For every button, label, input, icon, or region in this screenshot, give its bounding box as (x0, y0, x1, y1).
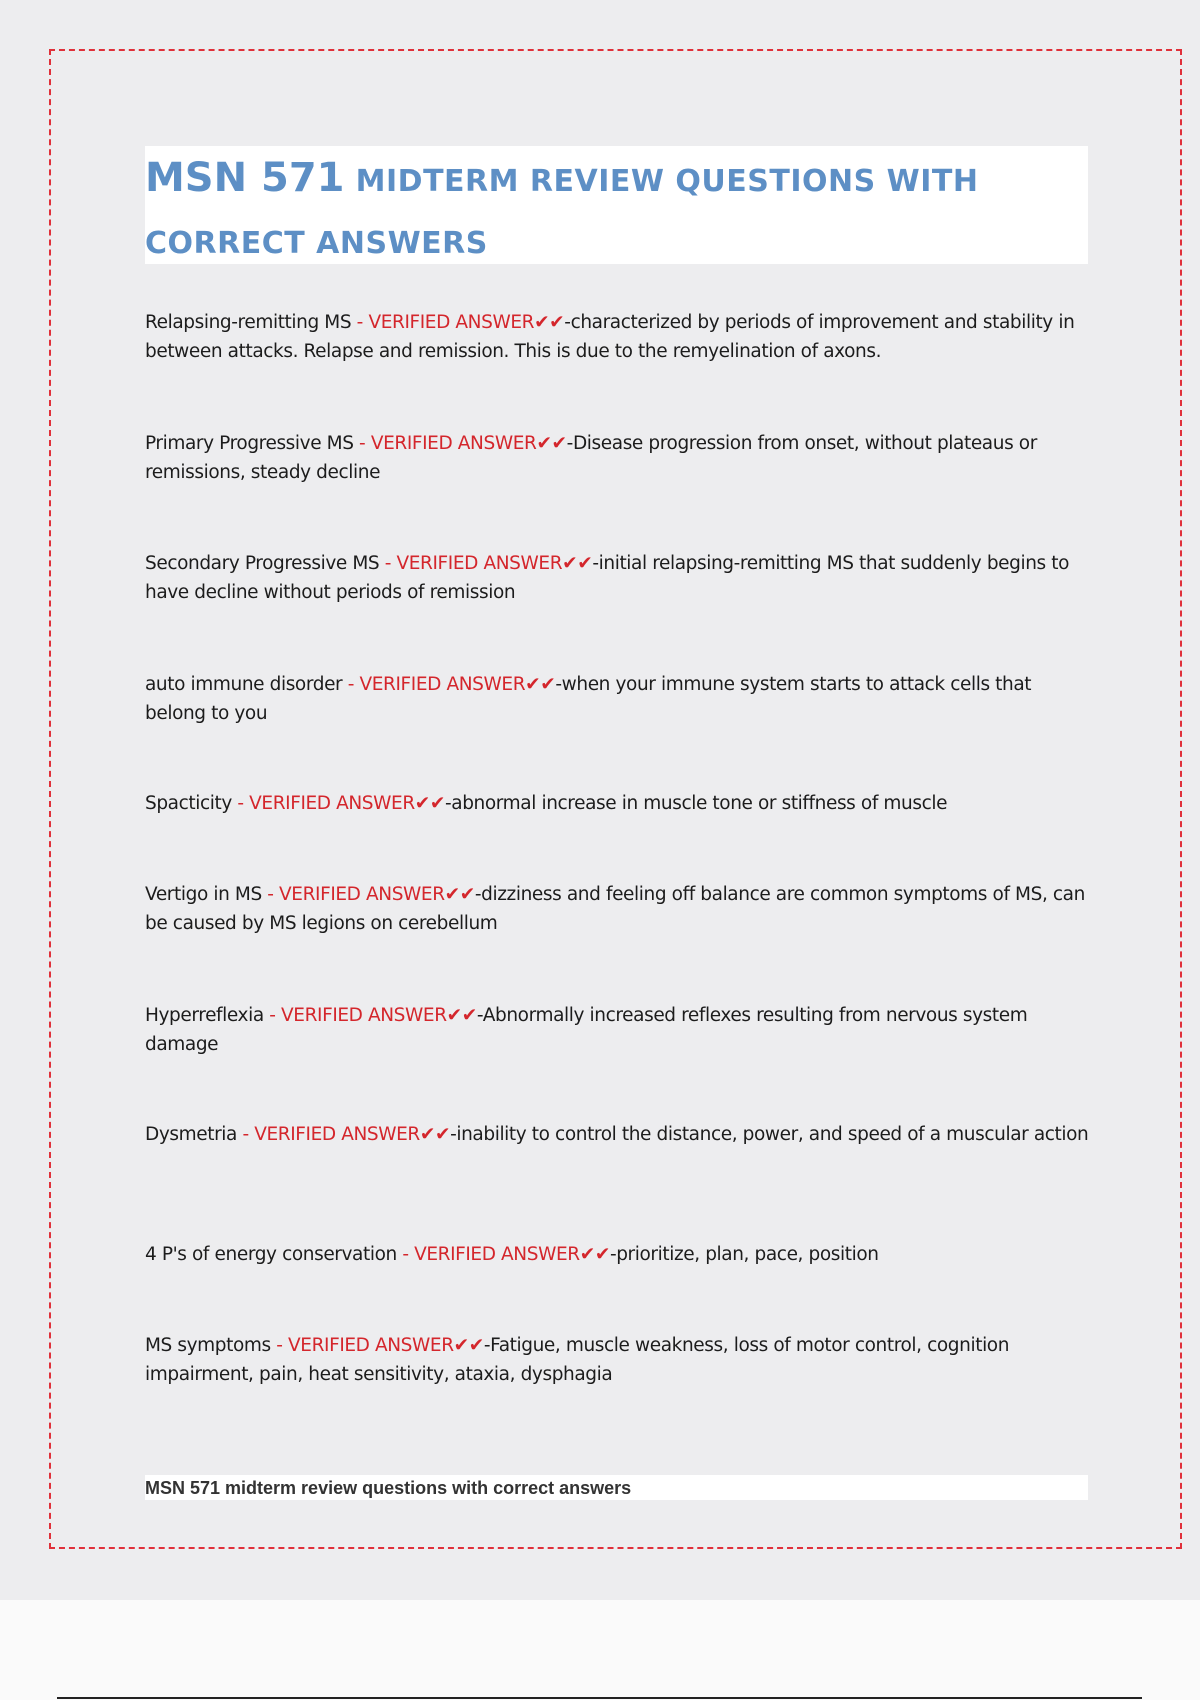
qa-term: Hyperreflexia (145, 1005, 264, 1026)
verified-tag: - VERIFIED ANSWER✔✔ (231, 793, 445, 814)
verified-tag: - VERIFIED ANSWER✔✔ (261, 884, 475, 905)
qa-answer: -Fatigue, muscle weakness, loss of motor control, cognition impairment, pain, heat sensitivity, ataxia, dysphagia (145, 1335, 1010, 1385)
qa-term: Relapsing-remitting MS (145, 312, 352, 333)
qa-answer: -inability to control the distance, power, and speed of a muscular action (450, 1124, 1089, 1145)
page-footer: MSN 571 midterm review questions with correct answers (145, 1478, 632, 1498)
qa-item (145, 1001, 1090, 1059)
verified-tag: - VERIFIED ANSWER✔✔ (351, 312, 565, 333)
next-page-rule (57, 1697, 1142, 1699)
verified-tag: - VERIFIED ANSWER✔✔ (379, 553, 593, 574)
document-title (145, 148, 1045, 274)
qa-item (145, 1120, 1090, 1149)
qa-item (145, 1240, 1090, 1269)
qa-term: Dysmetria (145, 1124, 237, 1145)
qa-answer: -when your immune system starts to attack cells that belong to you (145, 674, 1032, 724)
qa-term: auto immune disorder (145, 674, 343, 695)
qa-term: Vertigo in MS (145, 884, 262, 905)
verified-tag: - VERIFIED ANSWER✔✔ (396, 1244, 610, 1265)
qa-answer: -Disease progression from onset, without plateaus or remissions, steady decline (145, 433, 1037, 483)
qa-item (145, 670, 1090, 728)
qa-term: Primary Progressive MS (145, 433, 354, 454)
verified-tag: - VERIFIED ANSWER✔✔ (263, 1005, 477, 1026)
verified-tag: - VERIFIED ANSWER✔✔ (270, 1335, 484, 1356)
qa-term: Secondary Progressive MS (145, 553, 380, 574)
qa-item (145, 789, 1090, 818)
qa-answer: -Abnormally increased reflexes resulting from nervous system damage (145, 1005, 1028, 1055)
qa-term: Spacticity (145, 793, 232, 814)
qa-answer: -prioritize, plan, pace, position (609, 1244, 879, 1265)
qa-item (145, 429, 1090, 487)
qa-answer: -abnormal increase in muscle tone or stiffness of muscle (445, 793, 948, 814)
qa-answer: -initial relapsing-remitting MS that suddenly begins to have decline without periods of remission (145, 553, 1070, 603)
qa-item (145, 308, 1090, 366)
qa-item (145, 880, 1090, 938)
title-lead: MSN 571 (145, 155, 345, 201)
qa-item (145, 1331, 1090, 1389)
qa-term: MS symptoms (145, 1335, 271, 1356)
verified-tag: - VERIFIED ANSWER✔✔ (342, 674, 556, 695)
qa-answer: -characterized by periods of improvement and stability in between attacks. Relapse and remission. This is due to the remyelination of axons. (145, 312, 1075, 362)
verified-tag: - VERIFIED ANSWER✔✔ (353, 433, 567, 454)
qa-item (145, 549, 1090, 607)
verified-tag: - VERIFIED ANSWER✔✔ (236, 1124, 451, 1145)
qa-term: 4 P's of energy conservation (145, 1244, 397, 1265)
title-rest: MIDTERM REVIEW QUESTIONS WITH CORRECT ANSWERS (145, 164, 979, 261)
qa-answer: -dizziness and feeling off balance are common symptoms of MS, can be caused by MS legions on cerebellum (145, 884, 1085, 934)
